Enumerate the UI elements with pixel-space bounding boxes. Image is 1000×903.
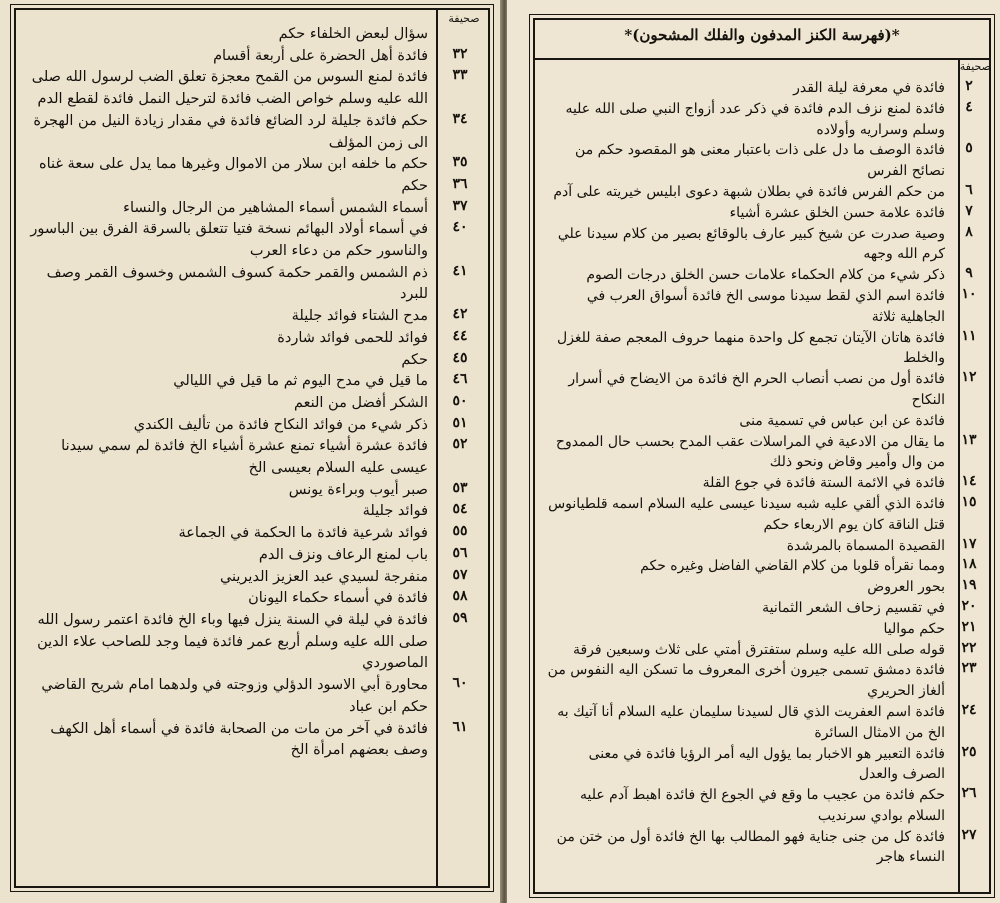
index-entry	[539, 640, 985, 661]
entry-text: فائدة في الائمة الستة فائدة في جوع القلة	[702, 475, 945, 492]
entry-page-number: ٢٤	[961, 701, 977, 718]
entry-text: فائدة اسم الذي لقط سيدنا موسى الخ فائدة أسواق العرب في الجاهلية ثلاثة	[586, 287, 945, 325]
index-entry	[539, 286, 985, 328]
entry-page-number: ٣٦	[452, 175, 468, 192]
entry-page-number: ١١	[961, 327, 977, 344]
index-entry	[20, 501, 484, 523]
entry-text: فائدة عشرة أشياء تمنع عشرة أشياء الخ فائدة لم سمي سيدنا عيسى عليه السلام بعيسى الخ	[61, 438, 428, 477]
index-entry	[20, 393, 484, 415]
index-entry	[539, 494, 985, 536]
index-entry	[539, 265, 985, 286]
index-entry	[20, 263, 484, 306]
index-entry	[539, 78, 985, 99]
index-entry	[20, 567, 484, 589]
entry-text: حكم ما خلفه ابن سلار من الاموال وغيرها مما يدل على سعة غناه	[38, 156, 428, 173]
entry-text: ذم الشمس والقمر حكمة كسوف الشمس وخسوف القمر وصف للبرد	[46, 264, 428, 303]
index-entry	[539, 203, 985, 224]
entry-page-number: ٥٦	[452, 544, 468, 561]
entry-page-number: ١٠	[961, 285, 977, 302]
entry-text: حكم مواليا	[883, 620, 945, 637]
index-entry	[20, 219, 484, 262]
entry-page-number: ٢٥	[961, 743, 977, 760]
entry-page-number: ٣٢	[452, 45, 468, 62]
index-entry	[20, 176, 484, 198]
index-entry	[539, 328, 985, 370]
index-entry	[20, 523, 484, 545]
entry-text: فائدة في معرفة ليلة القدر	[793, 80, 945, 96]
left-page-frame	[14, 8, 490, 888]
index-entry	[539, 99, 985, 141]
entry-page-number: ٣٧	[452, 197, 468, 214]
entry-text: فائدة اسم العفريت الذي قال لسيدنا سليمان عليه السلام أنا آتيك به الخ من الامثال السائرة	[557, 703, 945, 741]
entry-page-number: ٢٧	[961, 826, 977, 843]
index-entry	[20, 480, 484, 502]
entry-text: فوائد للحمى فوائد شاردة	[277, 329, 428, 346]
right-column-header: صحيفة	[959, 60, 991, 73]
entry-text: من حكم الفرس فائدة في بطلان شبهة دعوى ابليس خيريته على آدم	[553, 183, 945, 200]
entry-page-number: ٥٤	[452, 501, 468, 518]
entry-text: فائدة التعبير هو الاخبار بما يؤول اليه أمر الرؤيا فائدة في معنى الصرف والعدل	[588, 745, 945, 783]
entry-text: فائدة الذي ألقي عليه شبه سيدنا عيسى عليه السلام اسمه قلطيانوس قتل الناقة كان يوم الاربعاء حكم	[548, 495, 945, 533]
entry-page-number: ١٤	[961, 473, 977, 490]
index-entry	[539, 432, 985, 474]
index-entry	[20, 306, 484, 328]
entry-text: حكم	[401, 177, 428, 194]
entry-text: ذكر شيء من كلام الحكماء علامات حسن الخلق درجات الصوم	[586, 267, 945, 284]
index-entry	[20, 111, 484, 154]
entry-page-number: ٥	[965, 140, 973, 157]
entry-text: فوائد شرعية فائدة ما الحكمة في الجماعة	[178, 525, 428, 542]
index-entry	[20, 46, 484, 68]
entry-text: فائدة علامة حسن الخلق عشرة أشياء	[729, 204, 945, 221]
entry-text: محاورة أبي الاسود الدؤلي وزوجته في ولدهما امام شريح القاضي حكم ابن عباد	[41, 677, 428, 715]
index-entry	[539, 473, 985, 494]
entry-text: فائدة لمنع السوس من القمح معجزة تعلق الضب لرسول الله صلى الله عليه وسلم خواص الضب فائدة لترحيل النمل فائدة لقطع الدم	[31, 69, 428, 108]
index-entry	[20, 415, 484, 437]
entry-page-number: ٦	[965, 181, 973, 198]
entry-text: الشكر أفضل من النعم	[293, 394, 428, 411]
entry-page-number: ١٥	[961, 493, 977, 510]
entry-page-number: ١٢	[961, 369, 977, 386]
entry-text: فائدة لمنع نزف الدم فائدة في ذكر عدد أزواج النبي صلى الله عليه وسلم وسراريه وأولاده	[565, 100, 945, 138]
entry-page-number: ٤١	[452, 262, 468, 279]
entry-page-number: ٨	[965, 223, 973, 240]
index-entry	[539, 369, 985, 411]
entry-page-number: ١٧	[961, 535, 977, 552]
index-entry	[20, 67, 484, 110]
index-entry	[539, 827, 985, 869]
entry-page-number: ٩	[965, 265, 973, 282]
entry-text: في تقسيم زحاف الشعر الثمانية	[762, 599, 945, 616]
index-entry	[539, 598, 985, 619]
entry-text: منفرجة لسيدي عبد العزيز الديريني	[219, 568, 428, 585]
index-entry	[539, 556, 985, 577]
entry-text: مدح الشتاء فوائد جليلة	[291, 308, 428, 325]
entry-page-number: ٤٤	[452, 327, 468, 344]
entry-text: سؤال لبعض الخلفاء حكم	[278, 26, 428, 42]
entry-text: فائدة هاتان الآيتان تجمع كل واحدة منهما حروف المعجم صفة للغزل والخلط	[557, 329, 945, 367]
entry-text: القصيدة المسماة بالمرشدة	[786, 537, 945, 554]
entry-text: ومما نقرأه قلوبا من كلام القاضي الفاضل وغيره حكم	[640, 558, 945, 575]
entry-page-number: ٤٥	[452, 349, 468, 366]
entry-text: ما يقال من الادعية في المراسلات عقب المدح بحسب حال الممدوح من وال وأمير وقاض ونحو ذلك	[555, 433, 945, 471]
entry-text: صبر أيوب وبراءة يونس	[288, 481, 428, 498]
entry-page-number: ٢٠	[961, 597, 977, 614]
index-entry	[539, 411, 985, 432]
entry-text: فائدة أول من نصب أنصاب الحرم الخ فائدة من الايضاح في أسرار النكاح	[568, 371, 945, 408]
entry-page-number: ٧	[965, 202, 973, 219]
index-entry	[539, 619, 985, 640]
entry-text: حكم فائدة من عجيب ما وقع في الجوع الخ فائدة اهبط آدم عليه السلام بوادي سرنديب	[580, 787, 945, 824]
index-entry	[20, 24, 484, 46]
entry-page-number: ٢	[965, 78, 973, 94]
index-entry	[539, 702, 985, 744]
index-entry	[20, 675, 484, 718]
entry-text: حكم فائدة جليلة لرد الضائع فائدة في مقدار زيادة النيل من الهجرة الى زمن المؤلف	[33, 112, 428, 151]
entry-page-number: ٢٦	[961, 785, 977, 802]
index-entry	[20, 371, 484, 393]
entry-text: وصية صدرت عن شيخ كبير عارف بالوقائع بصير من كلام سيدنا علي كرم الله وجهه	[557, 225, 945, 263]
entry-page-number: ٢٢	[961, 639, 977, 656]
index-entry	[20, 328, 484, 350]
index-entry	[20, 350, 484, 372]
entry-page-number: ٢١	[961, 618, 977, 635]
entry-text: فائدة في ليلة في السنة ينزل فيها وباء الخ فائدة اعتمر رسول الله صلى الله عليه وسلم أربع عمر فائدة فيما وجد للصاحب علاء الدين الماصوردي	[37, 611, 428, 672]
entry-page-number: ٦١	[452, 718, 468, 735]
entry-page-number: ٥٩	[452, 609, 468, 626]
index-entry	[539, 536, 985, 557]
entry-text: ذكر شيء من فوائد النكاح فائدة من تأليف الكندي	[133, 416, 428, 433]
right-page	[507, 0, 1000, 903]
entry-text: في أسماء أولاد البهائم نسخة فتيا تتعلق بالسرقة الفرق بين الباسور والناسور حكم من دعاء العرب	[30, 221, 428, 260]
entry-text: ما قيل في مدح اليوم ثم ما قيل في الليالي	[173, 373, 428, 390]
index-entry	[20, 436, 484, 479]
entry-text: فوائد جليلة	[362, 503, 428, 520]
entry-page-number: ٣٥	[452, 154, 468, 171]
entry-page-number: ١٩	[961, 577, 977, 594]
index-entry	[539, 182, 985, 203]
entry-page-number: ٤٠	[452, 219, 468, 236]
entry-page-number: ٥٨	[452, 588, 468, 605]
entry-page-number: ٥٥	[452, 523, 468, 540]
entry-text: بحور العروض	[867, 579, 945, 596]
entry-text: قوله صلى الله عليه وسلم ستفترق أمتي على ثلاث وسبعين فرقة	[572, 641, 945, 658]
right-page-frame	[533, 18, 991, 894]
index-entry	[20, 610, 484, 675]
entry-text: فائدة كل من جنى جناية فهو المطالب بها الخ فائدة أول من ختن من النساء هاجر	[556, 828, 945, 866]
index-entry	[539, 140, 985, 182]
entry-page-number: ٤٢	[452, 306, 468, 323]
entry-text: حكم	[401, 351, 428, 368]
entry-page-number: ١٣	[961, 431, 977, 448]
entry-text: فائدة أهل الحضرة على أربعة أقسام	[213, 47, 428, 64]
entry-page-number: ٤	[965, 98, 973, 115]
book-title: *(فهرسة الكنز المدفون والفلك المشحون)*	[624, 26, 900, 44]
entry-page-number: ٥١	[452, 414, 468, 431]
entry-page-number: ٤٦	[452, 371, 468, 388]
index-entry	[20, 719, 484, 762]
entry-page-number: ١٨	[961, 556, 977, 573]
entry-page-number: ٣٣	[452, 67, 468, 84]
left-entries-list	[20, 24, 484, 762]
entry-text: فائدة دمشق تسمى جيرون أخرى المعروف ما تسكن اليه النفوس من ألغاز الحريري	[547, 662, 945, 700]
left-column-header: صحيفة	[448, 12, 480, 25]
index-entry	[20, 545, 484, 567]
entry-page-number: ٦٠	[452, 675, 468, 692]
index-entry	[20, 154, 484, 176]
entry-page-number: ٢٣	[961, 660, 977, 677]
entry-text: فائدة في آخر من مات من الصحابة فائدة في أسماء أهل الكهف وصف بعضهم امرأة الخ	[50, 720, 428, 759]
index-entry	[539, 660, 985, 702]
entry-page-number: ٥٢	[452, 436, 468, 453]
entry-text: فائدة عن ابن عباس في تسمية منى	[739, 412, 945, 429]
right-entries-list	[539, 78, 985, 868]
entry-text: فائدة الوصف ما دل على ذات باعتبار معنى هو المقصود حكم من نصائح الفرس	[575, 142, 945, 180]
index-entry	[539, 224, 985, 266]
header-divider	[535, 58, 989, 60]
index-entry	[20, 588, 484, 610]
entry-text: باب لمنع الرعاف ونزف الدم	[258, 546, 428, 563]
index-entry	[539, 744, 985, 786]
entry-text: أسماء الشمس أسماء المشاهير من الرجال والنساء	[123, 199, 428, 216]
index-entry	[539, 785, 985, 827]
entry-page-number: ٥٧	[452, 566, 468, 583]
entry-text: فائدة في أسماء حكماء اليونان	[248, 590, 428, 607]
index-entry	[20, 198, 484, 220]
entry-page-number: ٥٣	[452, 479, 468, 496]
index-entry	[539, 577, 985, 598]
entry-page-number: ٣٤	[452, 110, 468, 127]
entry-page-number: ٥٠	[452, 392, 468, 409]
